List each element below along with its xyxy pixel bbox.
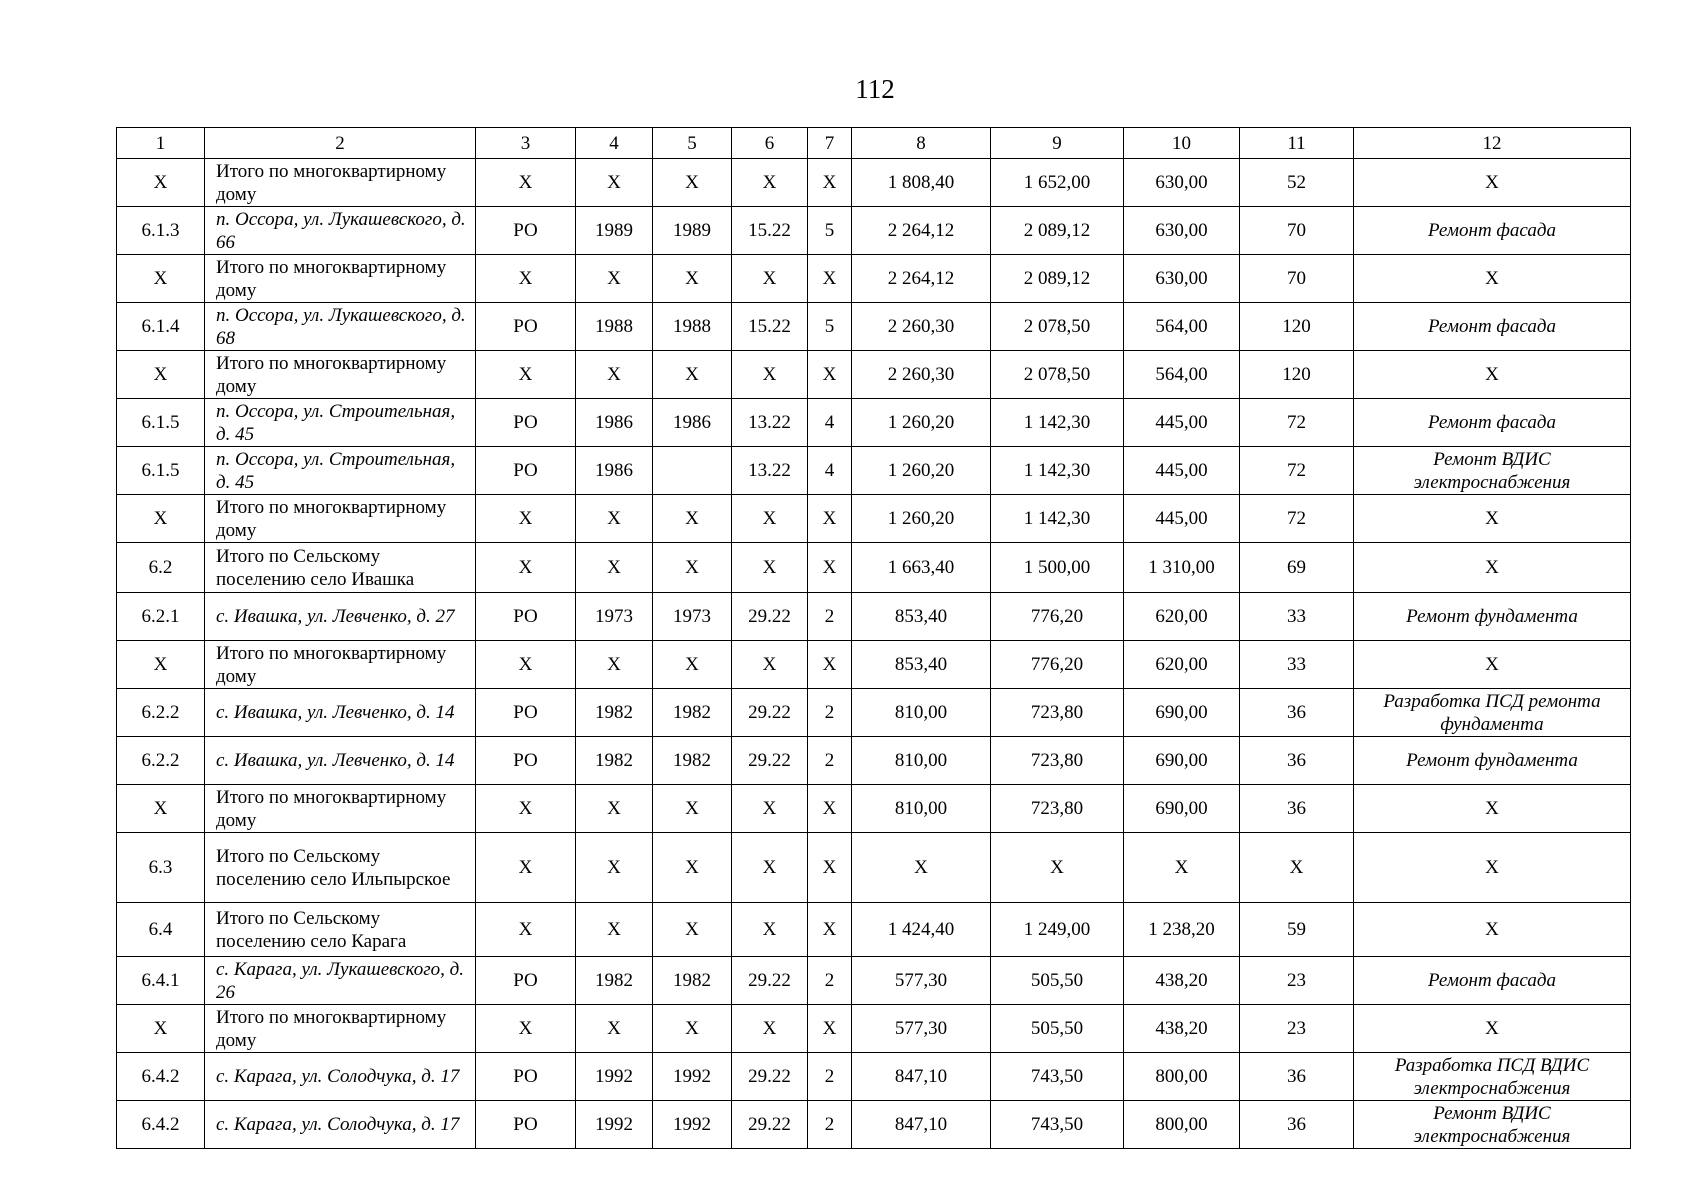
owner-cell: РО xyxy=(476,399,576,447)
row-number-cell: X xyxy=(117,255,205,303)
row-number-cell: 6.1.4 xyxy=(117,303,205,351)
code-cell: 29.22 xyxy=(732,689,808,737)
year-built-cell: X xyxy=(576,785,653,833)
floors-cell: 5 xyxy=(808,303,852,351)
year-built-cell: X xyxy=(576,833,653,903)
living-area-cell: X xyxy=(991,833,1124,903)
apartments-cell: 52 xyxy=(1240,159,1354,207)
owner-cell: X xyxy=(476,785,576,833)
row-number-cell: X xyxy=(117,1005,205,1053)
owner-cell: РО xyxy=(476,1053,576,1101)
work-type-cell: X xyxy=(1354,833,1631,903)
year-cell: 1992 xyxy=(653,1053,732,1101)
code-cell: 13.22 xyxy=(732,447,808,495)
row-number-cell: 6.1.5 xyxy=(117,447,205,495)
owner-cell: РО xyxy=(476,207,576,255)
apartments-cell: 36 xyxy=(1240,785,1354,833)
work-type-cell: Ремонт ВДИС электроснабжения xyxy=(1354,447,1631,495)
work-type-cell: X xyxy=(1354,495,1631,543)
apartments-cell: 23 xyxy=(1240,1005,1354,1053)
table-row xyxy=(117,495,1631,543)
row-number-cell: X xyxy=(117,641,205,689)
floors-cell: 4 xyxy=(808,399,852,447)
living-area-cell: 2 089,12 xyxy=(991,207,1124,255)
address-cell: п. Оссора, ул. Строительная, д. 45 xyxy=(205,447,476,495)
floors-cell: X xyxy=(808,641,852,689)
table-row xyxy=(117,543,1631,593)
apartments-cell: 72 xyxy=(1240,447,1354,495)
owner-cell: X xyxy=(476,1005,576,1053)
table-row xyxy=(117,447,1631,495)
table-row xyxy=(117,1053,1631,1101)
apartments-cell: 70 xyxy=(1240,255,1354,303)
year-cell: X xyxy=(653,543,732,593)
floors-cell: 4 xyxy=(808,447,852,495)
code-cell: 15.22 xyxy=(732,303,808,351)
code-cell: 29.22 xyxy=(732,1053,808,1101)
apartments-cell: 72 xyxy=(1240,399,1354,447)
row-number-cell: 6.3 xyxy=(117,833,205,903)
code-cell: X xyxy=(732,495,808,543)
year-built-cell: X xyxy=(576,641,653,689)
address-cell: Итого по Сельскому поселению село Ивашка xyxy=(205,543,476,593)
owner-cell: РО xyxy=(476,737,576,785)
owner-cell: РО xyxy=(476,447,576,495)
address-cell: п. Оссора, ул. Лукашевского, д. 68 xyxy=(205,303,476,351)
year-cell: X xyxy=(653,903,732,957)
total-area-cell: 1 424,40 xyxy=(852,903,991,957)
apartments-cell: 69 xyxy=(1240,543,1354,593)
year-cell: 1988 xyxy=(653,303,732,351)
row-number-cell: 6.2.2 xyxy=(117,737,205,785)
row-number-cell: 6.2 xyxy=(117,543,205,593)
work-type-cell: X xyxy=(1354,543,1631,593)
page-number: 112 xyxy=(855,74,895,104)
total-area-cell: 1 260,20 xyxy=(852,447,991,495)
floors-cell: X xyxy=(808,785,852,833)
address-cell: с. Карага, ул. Солодчука, д. 17 xyxy=(205,1101,476,1149)
living-area-cell: 1 142,30 xyxy=(991,447,1124,495)
total-area-cell: 810,00 xyxy=(852,785,991,833)
floors-cell: X xyxy=(808,1005,852,1053)
total-area-cell: 1 260,20 xyxy=(852,495,991,543)
address-cell: с. Карага, ул. Солодчука, д. 17 xyxy=(205,1053,476,1101)
code-cell: X xyxy=(732,903,808,957)
cost-cell: 620,00 xyxy=(1124,593,1240,641)
column-number: 4 xyxy=(576,128,653,159)
row-number-cell: 6.2.1 xyxy=(117,593,205,641)
year-built-cell: 1982 xyxy=(576,689,653,737)
floors-cell: 2 xyxy=(808,1053,852,1101)
cost-cell: 445,00 xyxy=(1124,399,1240,447)
work-type-cell: X xyxy=(1354,903,1631,957)
table-row xyxy=(117,785,1631,833)
year-built-cell: X xyxy=(576,495,653,543)
table-row xyxy=(117,737,1631,785)
cost-cell: 620,00 xyxy=(1124,641,1240,689)
address-cell: Итого по многоквартирному дому xyxy=(205,351,476,399)
work-type-cell: Ремонт ВДИС электроснабжения xyxy=(1354,1101,1631,1149)
total-area-cell: 577,30 xyxy=(852,1005,991,1053)
row-number-cell: 6.2.2 xyxy=(117,689,205,737)
work-type-cell: X xyxy=(1354,351,1631,399)
code-cell: X xyxy=(732,833,808,903)
address-cell: Итого по многоквартирному дому xyxy=(205,159,476,207)
table-row xyxy=(117,641,1631,689)
year-built-cell: 1986 xyxy=(576,399,653,447)
floors-cell: X xyxy=(808,159,852,207)
address-cell: Итого по Сельскому поселению село Карага xyxy=(205,903,476,957)
address-cell: Итого по многоквартирному дому xyxy=(205,495,476,543)
apartments-cell: 36 xyxy=(1240,689,1354,737)
work-type-cell: Разработка ПСД ремонта фундамента xyxy=(1354,689,1631,737)
year-cell: X xyxy=(653,833,732,903)
column-number: 12 xyxy=(1354,128,1631,159)
column-number-row xyxy=(117,128,1631,159)
year-cell: X xyxy=(653,255,732,303)
living-area-cell: 2 078,50 xyxy=(991,351,1124,399)
cost-cell: 690,00 xyxy=(1124,785,1240,833)
year-cell: X xyxy=(653,641,732,689)
total-area-cell: 2 260,30 xyxy=(852,303,991,351)
owner-cell: X xyxy=(476,641,576,689)
floors-cell: 2 xyxy=(808,1101,852,1149)
living-area-cell: 1 652,00 xyxy=(991,159,1124,207)
code-cell: 13.22 xyxy=(732,399,808,447)
cost-cell: 445,00 xyxy=(1124,447,1240,495)
owner-cell: X xyxy=(476,543,576,593)
year-built-cell: 1989 xyxy=(576,207,653,255)
total-area-cell: 810,00 xyxy=(852,737,991,785)
address-cell: Итого по многоквартирному дому xyxy=(205,255,476,303)
year-built-cell: X xyxy=(576,903,653,957)
cost-cell: 438,20 xyxy=(1124,1005,1240,1053)
floors-cell: 2 xyxy=(808,689,852,737)
code-cell: 15.22 xyxy=(732,207,808,255)
apartments-cell: 36 xyxy=(1240,1053,1354,1101)
table-row xyxy=(117,903,1631,957)
living-area-cell: 2 089,12 xyxy=(991,255,1124,303)
living-area-cell: 2 078,50 xyxy=(991,303,1124,351)
year-built-cell: 1982 xyxy=(576,957,653,1005)
cost-cell: 564,00 xyxy=(1124,351,1240,399)
year-built-cell: X xyxy=(576,351,653,399)
work-type-cell: X xyxy=(1354,641,1631,689)
floors-cell: X xyxy=(808,543,852,593)
year-built-cell: 1973 xyxy=(576,593,653,641)
work-type-cell: Ремонт фундамента xyxy=(1354,593,1631,641)
apartments-cell: 59 xyxy=(1240,903,1354,957)
code-cell: X xyxy=(732,255,808,303)
cost-cell: 800,00 xyxy=(1124,1101,1240,1149)
work-type-cell: Разработка ПСД ВДИС электроснабжения xyxy=(1354,1053,1631,1101)
year-cell: 1982 xyxy=(653,689,732,737)
floors-cell: X xyxy=(808,903,852,957)
year-built-cell: 1992 xyxy=(576,1053,653,1101)
owner-cell: РО xyxy=(476,957,576,1005)
living-area-cell: 723,80 xyxy=(991,737,1124,785)
table-row xyxy=(117,1005,1631,1053)
table-row xyxy=(117,399,1631,447)
total-area-cell: 2 264,12 xyxy=(852,207,991,255)
total-area-cell: 847,10 xyxy=(852,1101,991,1149)
owner-cell: X xyxy=(476,833,576,903)
work-type-cell: X xyxy=(1354,1005,1631,1053)
code-cell: 29.22 xyxy=(732,957,808,1005)
table-row xyxy=(117,833,1631,903)
code-cell: X xyxy=(732,159,808,207)
row-number-cell: X xyxy=(117,351,205,399)
year-cell: X xyxy=(653,495,732,543)
apartments-cell: 70 xyxy=(1240,207,1354,255)
year-built-cell: X xyxy=(576,159,653,207)
code-cell: X xyxy=(732,785,808,833)
column-number: 9 xyxy=(991,128,1124,159)
floors-cell: 5 xyxy=(808,207,852,255)
address-cell: Итого по многоквартирному дому xyxy=(205,641,476,689)
cost-cell: 630,00 xyxy=(1124,159,1240,207)
row-number-cell: X xyxy=(117,785,205,833)
table-row xyxy=(117,351,1631,399)
floors-cell: X xyxy=(808,833,852,903)
cost-cell: 438,20 xyxy=(1124,957,1240,1005)
living-area-cell: 1 142,30 xyxy=(991,399,1124,447)
year-built-cell: 1988 xyxy=(576,303,653,351)
cost-cell: 445,00 xyxy=(1124,495,1240,543)
apartments-cell: 33 xyxy=(1240,641,1354,689)
address-cell: Итого по многоквартирному дому xyxy=(205,1005,476,1053)
floors-cell: X xyxy=(808,351,852,399)
owner-cell: X xyxy=(476,159,576,207)
work-type-cell: Ремонт фасада xyxy=(1354,303,1631,351)
address-cell: с. Карага, ул. Лукашевского, д. 26 xyxy=(205,957,476,1005)
year-cell: 1973 xyxy=(653,593,732,641)
code-cell: X xyxy=(732,1005,808,1053)
owner-cell: РО xyxy=(476,689,576,737)
address-cell: с. Ивашка, ул. Левченко, д. 27 xyxy=(205,593,476,641)
address-cell: Итого по многоквартирному дому xyxy=(205,785,476,833)
address-cell: с. Ивашка, ул. Левченко, д. 14 xyxy=(205,737,476,785)
column-number: 6 xyxy=(732,128,808,159)
year-cell xyxy=(653,447,732,495)
year-built-cell: X xyxy=(576,1005,653,1053)
code-cell: 29.22 xyxy=(732,737,808,785)
code-cell: 29.22 xyxy=(732,593,808,641)
column-number: 3 xyxy=(476,128,576,159)
total-area-cell: 1 260,20 xyxy=(852,399,991,447)
year-cell: X xyxy=(653,159,732,207)
living-area-cell: 723,80 xyxy=(991,785,1124,833)
cost-cell: 690,00 xyxy=(1124,737,1240,785)
cost-cell: 800,00 xyxy=(1124,1053,1240,1101)
floors-cell: 2 xyxy=(808,737,852,785)
total-area-cell: 853,40 xyxy=(852,593,991,641)
year-built-cell: 1982 xyxy=(576,737,653,785)
column-number: 2 xyxy=(205,128,476,159)
year-cell: 1982 xyxy=(653,737,732,785)
table-row xyxy=(117,957,1631,1005)
work-type-cell: X xyxy=(1354,785,1631,833)
table-row xyxy=(117,689,1631,737)
living-area-cell: 743,50 xyxy=(991,1101,1124,1149)
code-cell: X xyxy=(732,543,808,593)
table-row xyxy=(117,1101,1631,1149)
living-area-cell: 723,80 xyxy=(991,689,1124,737)
row-number-cell: 6.1.5 xyxy=(117,399,205,447)
year-built-cell: 1992 xyxy=(576,1101,653,1149)
cost-cell: 630,00 xyxy=(1124,207,1240,255)
cost-cell: 630,00 xyxy=(1124,255,1240,303)
floors-cell: X xyxy=(808,255,852,303)
capital-repair-table xyxy=(116,127,1631,1149)
column-number: 1 xyxy=(117,128,205,159)
cost-cell: 1 310,00 xyxy=(1124,543,1240,593)
column-number: 11 xyxy=(1240,128,1354,159)
total-area-cell: 847,10 xyxy=(852,1053,991,1101)
row-number-cell: 6.4.2 xyxy=(117,1101,205,1149)
owner-cell: РО xyxy=(476,303,576,351)
floors-cell: 2 xyxy=(808,593,852,641)
column-number: 5 xyxy=(653,128,732,159)
work-type-cell: Ремонт фасада xyxy=(1354,957,1631,1005)
code-cell: X xyxy=(732,351,808,399)
owner-cell: X xyxy=(476,903,576,957)
year-cell: 1982 xyxy=(653,957,732,1005)
year-cell: X xyxy=(653,1005,732,1053)
year-cell: 1989 xyxy=(653,207,732,255)
cost-cell: 564,00 xyxy=(1124,303,1240,351)
apartments-cell: 36 xyxy=(1240,1101,1354,1149)
work-type-cell: Ремонт фасада xyxy=(1354,207,1631,255)
total-area-cell: 1 663,40 xyxy=(852,543,991,593)
floors-cell: X xyxy=(808,495,852,543)
living-area-cell: 1 249,00 xyxy=(991,903,1124,957)
table-row xyxy=(117,303,1631,351)
table-row xyxy=(117,255,1631,303)
work-type-cell: X xyxy=(1354,255,1631,303)
cost-cell: X xyxy=(1124,833,1240,903)
living-area-cell: 743,50 xyxy=(991,1053,1124,1101)
year-cell: 1986 xyxy=(653,399,732,447)
table-row xyxy=(117,593,1631,641)
address-cell: п. Оссора, ул. Лукашевского, д. 66 xyxy=(205,207,476,255)
owner-cell: X xyxy=(476,495,576,543)
row-number-cell: 6.4.2 xyxy=(117,1053,205,1101)
year-cell: 1992 xyxy=(653,1101,732,1149)
row-number-cell: X xyxy=(117,159,205,207)
year-built-cell: X xyxy=(576,255,653,303)
cost-cell: 690,00 xyxy=(1124,689,1240,737)
apartments-cell: 72 xyxy=(1240,495,1354,543)
owner-cell: РО xyxy=(476,1101,576,1149)
living-area-cell: 505,50 xyxy=(991,1005,1124,1053)
total-area-cell: 810,00 xyxy=(852,689,991,737)
code-cell: 29.22 xyxy=(732,1101,808,1149)
table-body xyxy=(117,159,1631,1149)
column-number: 8 xyxy=(852,128,991,159)
code-cell: X xyxy=(732,641,808,689)
work-type-cell: X xyxy=(1354,159,1631,207)
year-built-cell: 1986 xyxy=(576,447,653,495)
table-row xyxy=(117,159,1631,207)
total-area-cell: 853,40 xyxy=(852,641,991,689)
address-cell: п. Оссора, ул. Строительная, д. 45 xyxy=(205,399,476,447)
living-area-cell: 1 500,00 xyxy=(991,543,1124,593)
apartments-cell: 36 xyxy=(1240,737,1354,785)
table-row xyxy=(117,207,1631,255)
total-area-cell: 2 260,30 xyxy=(852,351,991,399)
owner-cell: X xyxy=(476,351,576,399)
total-area-cell: 577,30 xyxy=(852,957,991,1005)
total-area-cell: X xyxy=(852,833,991,903)
row-number-cell: 6.4.1 xyxy=(117,957,205,1005)
year-cell: X xyxy=(653,351,732,399)
living-area-cell: 1 142,30 xyxy=(991,495,1124,543)
column-number: 7 xyxy=(808,128,852,159)
apartments-cell: X xyxy=(1240,833,1354,903)
row-number-cell: X xyxy=(117,495,205,543)
owner-cell: РО xyxy=(476,593,576,641)
total-area-cell: 2 264,12 xyxy=(852,255,991,303)
apartments-cell: 33 xyxy=(1240,593,1354,641)
address-cell: с. Ивашка, ул. Левченко, д. 14 xyxy=(205,689,476,737)
living-area-cell: 776,20 xyxy=(991,641,1124,689)
work-type-cell: Ремонт фундамента xyxy=(1354,737,1631,785)
owner-cell: X xyxy=(476,255,576,303)
column-number: 10 xyxy=(1124,128,1240,159)
total-area-cell: 1 808,40 xyxy=(852,159,991,207)
year-cell: X xyxy=(653,785,732,833)
work-type-cell: Ремонт фасада xyxy=(1354,399,1631,447)
apartments-cell: 120 xyxy=(1240,303,1354,351)
living-area-cell: 776,20 xyxy=(991,593,1124,641)
floors-cell: 2 xyxy=(808,957,852,1005)
year-built-cell: X xyxy=(576,543,653,593)
address-cell: Итого по Сельскому поселению село Ильпырское xyxy=(205,833,476,903)
apartments-cell: 23 xyxy=(1240,957,1354,1005)
living-area-cell: 505,50 xyxy=(991,957,1124,1005)
cost-cell: 1 238,20 xyxy=(1124,903,1240,957)
row-number-cell: 6.1.3 xyxy=(117,207,205,255)
apartments-cell: 120 xyxy=(1240,351,1354,399)
row-number-cell: 6.4 xyxy=(117,903,205,957)
